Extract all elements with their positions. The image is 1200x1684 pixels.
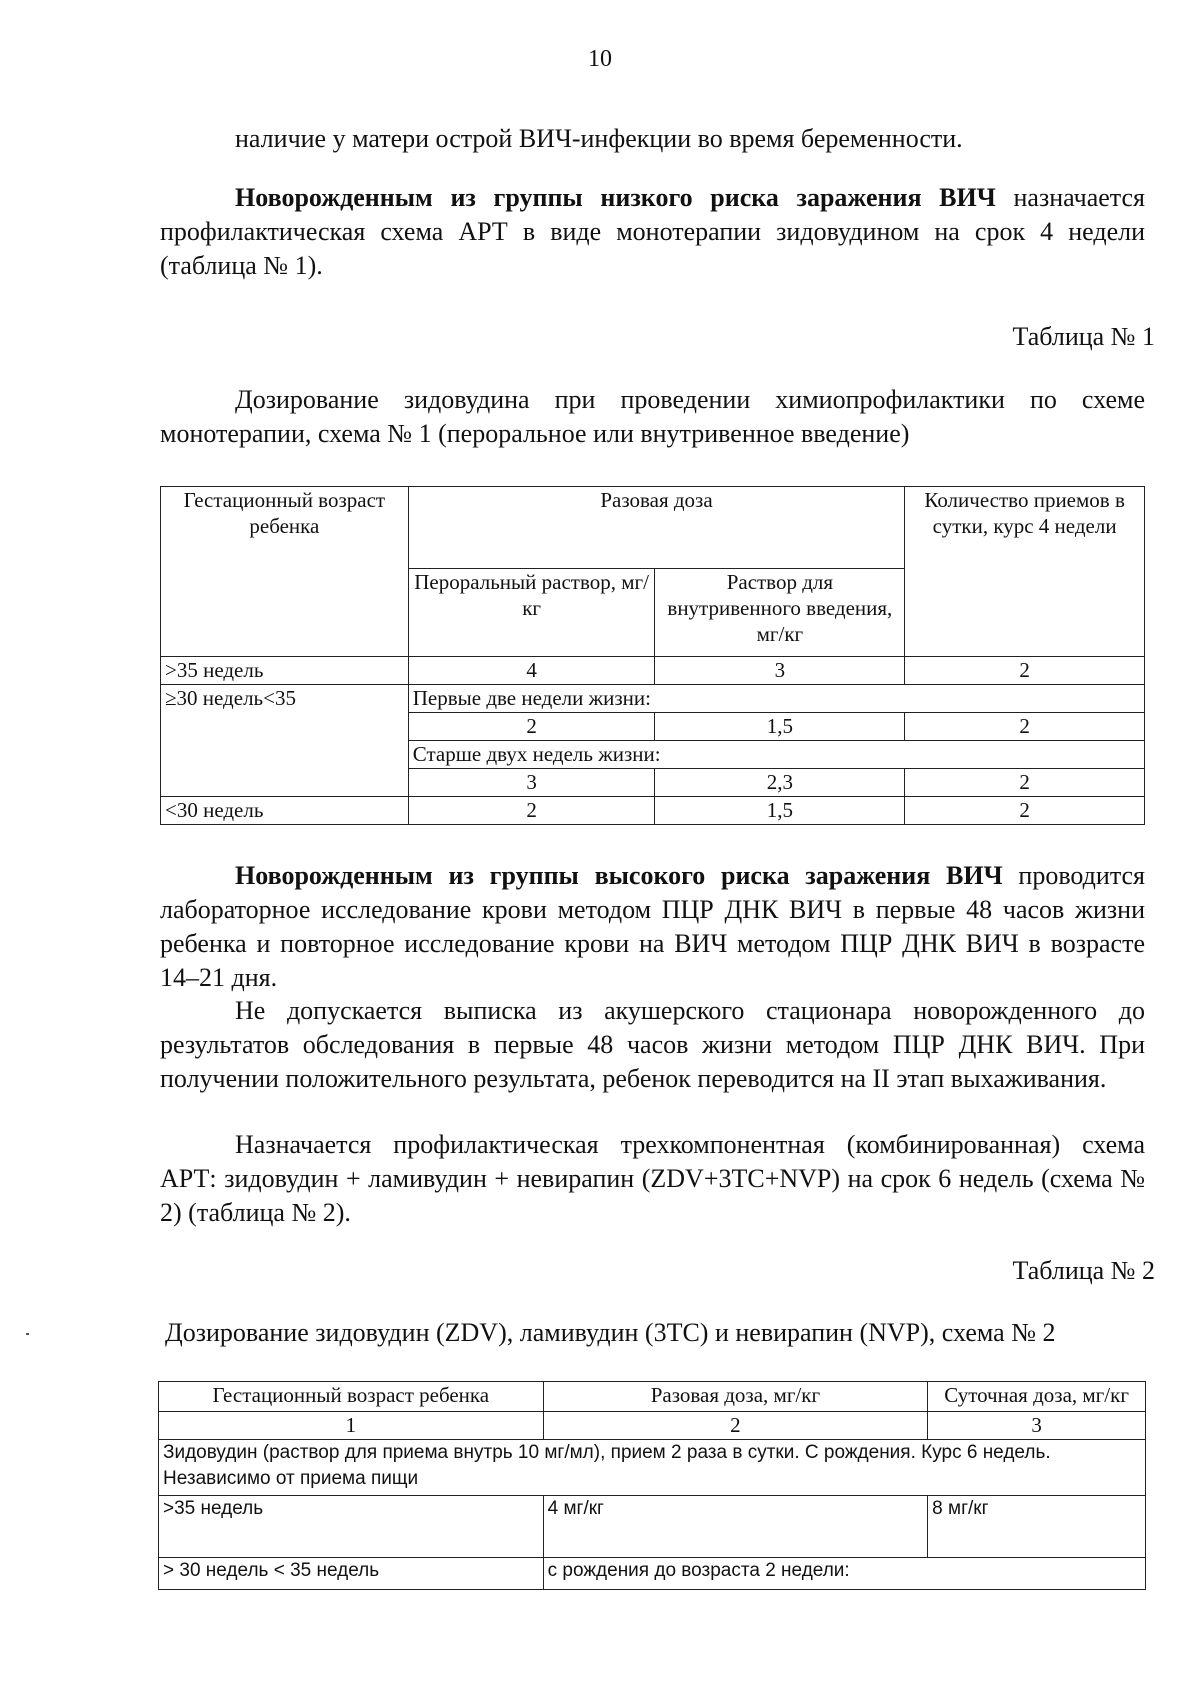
t1-header-dose: Разовая доза	[408, 487, 905, 569]
table-row	[161, 797, 1145, 825]
t1-row1-iv: 3	[655, 657, 905, 685]
page-number: 10	[588, 46, 612, 72]
table-row	[159, 1496, 1146, 1558]
t1-header-age: Гестационный возраст ребенка	[161, 487, 409, 657]
t1-row2-age: ≥30 недель<35	[161, 685, 409, 797]
paragraph-2	[160, 181, 1145, 283]
t2-r2-age: > 30 недель < 35 недель	[159, 1558, 544, 1590]
t1-row2-v1-oral: 2	[408, 713, 655, 741]
table-1	[160, 486, 1145, 825]
t2-header-age: Гестационный возраст ребенка	[159, 1382, 544, 1412]
t2-r1-single: 4 мг/кг	[543, 1496, 928, 1558]
t2-header-single: Разовая доза, мг/кг	[543, 1382, 928, 1412]
t1-row2-sub2: Старше двух недель жизни:	[408, 741, 1144, 769]
t2-num-3: 3	[928, 1412, 1146, 1440]
t2-num-2: 2	[543, 1412, 928, 1440]
paragraph-1: наличие у матери острой ВИЧ-инфекции во время беременности.	[235, 124, 963, 153]
t1-row2-v1-count: 2	[905, 713, 1145, 741]
t2-r1-age: >35 недель	[159, 1496, 544, 1558]
table-row	[161, 657, 1145, 685]
t1-row1-oral: 4	[408, 657, 655, 685]
t1-row3-age: <30 недель	[161, 797, 409, 825]
t1-header-count-cont	[905, 569, 1145, 657]
paragraph-4: Не допускается выписка из акушерского стационара новорожденного до результатов обследования в первые 48 часов жизни методом ПЦР ДНК ВИЧ. При получении положительного результата, ребенок переводится на II этап выхаживания.	[160, 996, 1145, 1093]
table-2-caption: Дозирование зидовудин (ZDV), ламивудин (3TC) и невирапин (NVP), схема № 2	[165, 1318, 1056, 1347]
paragraph-3	[160, 859, 1145, 995]
t2-r1-daily: 8 мг/кг	[928, 1496, 1146, 1558]
margin-mark	[26, 1333, 29, 1335]
t1-row2-v1-iv: 1,5	[655, 713, 905, 741]
t1-header-oral: Пероральный раствор, мг/кг	[408, 569, 655, 657]
table-2	[158, 1381, 1146, 1590]
t1-row1-age: >35 недель	[161, 657, 409, 685]
t1-row3-oral: 2	[408, 797, 655, 825]
paragraph-3-bold: Новорожденным из группы высокого риска заражения ВИЧ	[235, 861, 1003, 890]
paragraph-2-text: назначается профилактическая схема АРТ в виде монотерапии зидовудином на срок 4 недели (таблица № 1).	[160, 183, 1145, 280]
paragraph-2-bold: Новорожденным из группы низкого риска заражения ВИЧ	[235, 183, 996, 212]
table-row	[159, 1558, 1146, 1590]
t1-row2-v2-count: 2	[905, 769, 1145, 797]
t1-header-iv: Раствор для внутривенного введения, мг/кг	[655, 569, 905, 657]
paragraph-5: Назначается профилактическая трехкомпонентная (комбинированная) схема АРТ: зидовудин + ламивудин + невирапин (ZDV+3TC+NVP) на срок 6 недель (схема № 2) (таблица № 2).	[160, 1130, 1145, 1227]
table-2-label: Таблица № 2	[1012, 1256, 1155, 1285]
t2-num-1: 1	[159, 1412, 544, 1440]
table-row	[161, 685, 1145, 713]
t1-row2-v2-oral: 3	[408, 769, 655, 797]
paragraph-3-text: проводится лабораторное исследование крови методом ПЦР ДНК ВИЧ в первые 48 часов жизни ребенка и повторное исследование крови на ВИЧ методом ПЦР ДНК ВИЧ в возрасте 14–21 дня.	[160, 861, 1145, 992]
t2-zdv-note: Зидовудин (раствор для приема внутрь 10 мг/мл), прием 2 раза в сутки. С рождения. Курс 6 недель. Независимо от приема пищи	[159, 1440, 1146, 1496]
t1-row3-iv: 1,5	[655, 797, 905, 825]
t1-row2-v2-iv: 2,3	[655, 769, 905, 797]
table-1-caption: Дозирование зидовудина при проведении химиопрофилактики по схеме монотерапии, схема № 1 (пероральное или внутривенное введение)	[160, 385, 1145, 448]
t1-row1-count: 2	[905, 657, 1145, 685]
t2-r2-single: с рождения до возраста 2 недели:	[543, 1558, 1145, 1590]
table-1-label: Таблица № 1	[1012, 322, 1155, 351]
t1-row3-count: 2	[905, 797, 1145, 825]
t1-row2-sub1: Первые две недели жизни:	[408, 685, 1144, 713]
t1-header-count: Количество приемов в сутки, курс 4 недели	[905, 487, 1145, 569]
t2-header-daily: Суточная доза, мг/кг	[928, 1382, 1146, 1412]
